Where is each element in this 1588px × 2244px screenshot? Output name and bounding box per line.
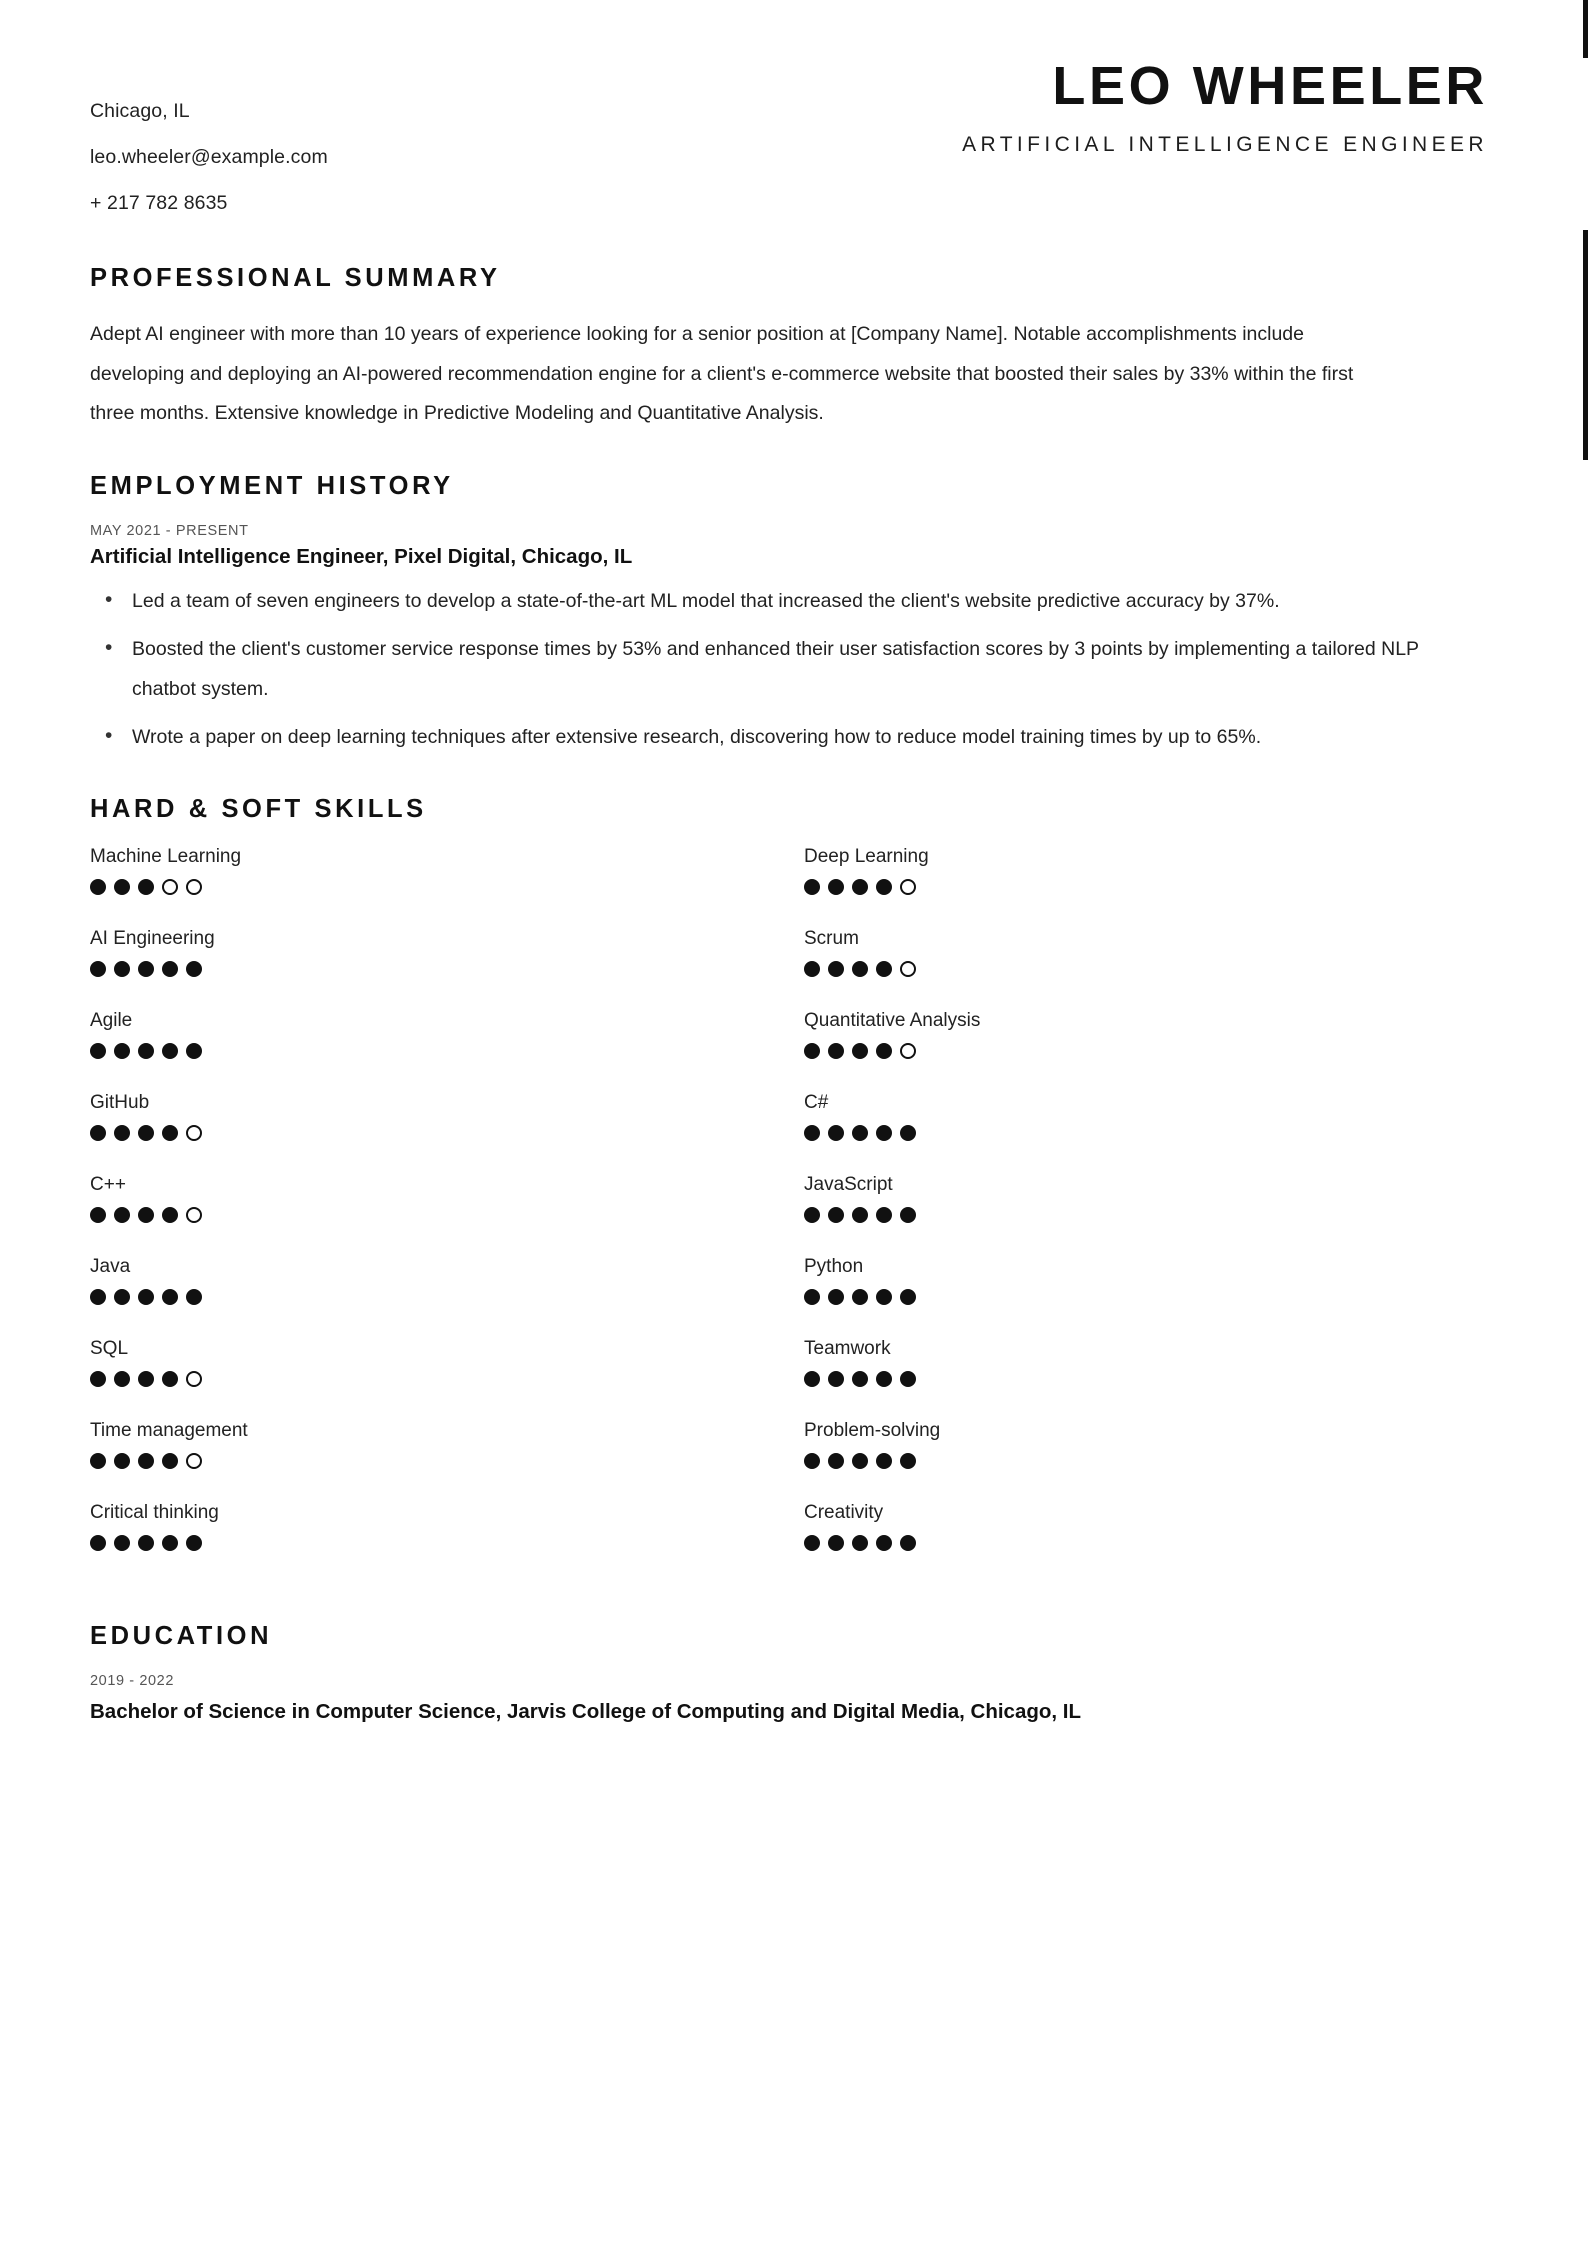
skill-rating: [804, 1453, 1498, 1469]
job-bullet: • Led a team of seven engineers to develop a state-of-the-art ML model that increased the client's website predictive accuracy by 37%.: [132, 581, 1462, 621]
skill-name: Deep Learning: [804, 845, 929, 867]
rating-dot-filled-icon: [828, 1371, 844, 1387]
contact-phone: + 217 782 8635: [90, 192, 228, 214]
skill-name: Java: [90, 1255, 131, 1277]
rating-dot-filled-icon: [828, 1125, 844, 1141]
education-heading: Bachelor of Science in Computer Science, Jarvis College of Computing and Digital Media, Chicago, IL: [90, 1699, 1082, 1723]
job-dates: MAY 2021 - PRESENT: [90, 522, 249, 539]
skill-rating: [804, 1371, 1498, 1387]
skill-rating: [90, 1043, 784, 1059]
section-education: [90, 1622, 1498, 1729]
rating-dot-filled-icon: [876, 879, 892, 895]
skill-name: Time management: [90, 1419, 248, 1441]
rating-dot-empty-icon: [186, 1207, 202, 1223]
skill-rating: [804, 1289, 1498, 1305]
rating-dot-empty-icon: [162, 879, 178, 895]
skill-rating: [90, 1125, 784, 1141]
job-bullet: • Wrote a paper on deep learning techniques after extensive research, discovering how to reduce model training times by up to 65%.: [132, 717, 1462, 757]
skill-item: [804, 928, 1498, 977]
summary-accent-rule: [1583, 230, 1588, 460]
skill-name: SQL: [90, 1337, 129, 1359]
rating-dot-filled-icon: [852, 1371, 868, 1387]
rating-dot-empty-icon: [186, 1125, 202, 1141]
rating-dot-filled-icon: [138, 1535, 154, 1551]
skill-rating: [90, 961, 784, 977]
skill-name: C++: [90, 1173, 126, 1195]
skill-rating: [804, 879, 1498, 895]
rating-dot-empty-icon: [900, 879, 916, 895]
skill-name: JavaScript: [804, 1173, 893, 1195]
rating-dot-filled-icon: [90, 879, 106, 895]
education-dates: 2019 - 2022: [90, 1672, 174, 1689]
rating-dot-filled-icon: [900, 1535, 916, 1551]
skill-name: GitHub: [90, 1091, 150, 1113]
rating-dot-filled-icon: [876, 1535, 892, 1551]
skill-rating: [90, 1371, 784, 1387]
skill-rating: [804, 1125, 1498, 1141]
rating-dot-empty-icon: [900, 1043, 916, 1059]
rating-dot-filled-icon: [852, 879, 868, 895]
skill-rating: [804, 1207, 1498, 1223]
rating-dot-filled-icon: [138, 1371, 154, 1387]
skill-rating: [90, 1289, 784, 1305]
rating-dot-filled-icon: [876, 1207, 892, 1223]
rating-dot-filled-icon: [900, 1453, 916, 1469]
rating-dot-filled-icon: [804, 1289, 820, 1305]
rating-dot-filled-icon: [114, 1207, 130, 1223]
rating-dot-filled-icon: [852, 961, 868, 977]
rating-dot-filled-icon: [90, 1125, 106, 1141]
rating-dot-filled-icon: [852, 1535, 868, 1551]
rating-dot-filled-icon: [114, 879, 130, 895]
rating-dot-filled-icon: [852, 1289, 868, 1305]
skill-item: [90, 1174, 784, 1223]
skill-rating: [90, 1453, 784, 1469]
skill-name: Critical thinking: [90, 1501, 219, 1523]
rating-dot-filled-icon: [186, 1535, 202, 1551]
rating-dot-filled-icon: [138, 879, 154, 895]
rating-dot-filled-icon: [114, 1453, 130, 1469]
rating-dot-filled-icon: [114, 1125, 130, 1141]
skill-name: C#: [804, 1091, 829, 1113]
rating-dot-filled-icon: [90, 1535, 106, 1551]
rating-dot-filled-icon: [162, 1371, 178, 1387]
rating-dot-filled-icon: [114, 1535, 130, 1551]
job-bullet: • Boosted the client's customer service response times by 53% and enhanced their user satisfaction scores by 3 points by implementing a tailored NLP chatbot system.: [132, 629, 1462, 709]
rating-dot-empty-icon: [186, 879, 202, 895]
skill-item: [90, 928, 784, 977]
section-professional-summary: [90, 264, 1498, 434]
rating-dot-filled-icon: [162, 1207, 178, 1223]
skill-item: [804, 1338, 1498, 1387]
skill-item: [90, 1092, 784, 1141]
skill-item: [804, 1092, 1498, 1141]
skill-name: AI Engineering: [90, 927, 215, 949]
rating-dot-filled-icon: [138, 1125, 154, 1141]
rating-dot-filled-icon: [900, 1125, 916, 1141]
rating-dot-filled-icon: [852, 1453, 868, 1469]
skill-item: [90, 1502, 784, 1551]
rating-dot-filled-icon: [138, 961, 154, 977]
rating-dot-filled-icon: [828, 1043, 844, 1059]
rating-dot-filled-icon: [138, 1043, 154, 1059]
rating-dot-filled-icon: [138, 1207, 154, 1223]
rating-dot-filled-icon: [162, 1043, 178, 1059]
rating-dot-filled-icon: [828, 1535, 844, 1551]
rating-dot-filled-icon: [804, 961, 820, 977]
skill-item: [90, 1420, 784, 1469]
rating-dot-filled-icon: [90, 1453, 106, 1469]
rating-dot-filled-icon: [114, 1043, 130, 1059]
rating-dot-filled-icon: [90, 961, 106, 977]
skill-item: [804, 1420, 1498, 1469]
contact-email: leo.wheeler@example.com: [90, 146, 328, 168]
section-title-summary: PROFESSIONAL SUMMARY: [90, 264, 501, 292]
skill-name: Scrum: [804, 927, 859, 949]
rating-dot-filled-icon: [876, 961, 892, 977]
skill-item: [90, 1338, 784, 1387]
education-entry: [90, 1673, 1498, 1729]
rating-dot-filled-icon: [138, 1289, 154, 1305]
skill-item: [804, 846, 1498, 895]
header-accent-rule: [1583, 0, 1588, 58]
rating-dot-filled-icon: [804, 1043, 820, 1059]
rating-dot-filled-icon: [876, 1043, 892, 1059]
section-title-skills: HARD & SOFT SKILLS: [90, 794, 427, 823]
rating-dot-filled-icon: [876, 1125, 892, 1141]
rating-dot-filled-icon: [114, 1371, 130, 1387]
rating-dot-filled-icon: [900, 1207, 916, 1223]
job-heading: Artificial Intelligence Engineer, Pixel Digital, Chicago, IL: [90, 544, 633, 568]
rating-dot-filled-icon: [90, 1207, 106, 1223]
skill-item: [90, 1010, 784, 1059]
skill-name: Quantitative Analysis: [804, 1009, 981, 1031]
rating-dot-filled-icon: [186, 1043, 202, 1059]
skill-name: Machine Learning: [90, 845, 242, 867]
rating-dot-filled-icon: [138, 1453, 154, 1469]
rating-dot-filled-icon: [852, 1125, 868, 1141]
skill-name: Teamwork: [804, 1337, 891, 1359]
rating-dot-filled-icon: [876, 1453, 892, 1469]
skill-item: [804, 1502, 1498, 1551]
rating-dot-filled-icon: [90, 1371, 106, 1387]
job-entry: [90, 523, 1498, 757]
name-block: [738, 58, 1498, 157]
skill-name: Agile: [90, 1009, 133, 1031]
section-skills: [90, 795, 1498, 1584]
resume-header: [90, 0, 1498, 226]
rating-dot-filled-icon: [804, 1535, 820, 1551]
contact-block: [90, 58, 738, 226]
summary-text: Adept AI engineer with more than 10 years of experience looking for a senior position at [Company Name]. Notable accomplishments include developing and deploying an AI-powered recommendation engine for a client's e-commerce website that boosted their sales by 33% within the first three months. Extensive knowledge in Predictive Modeling and Quantitative Analysis.: [90, 323, 1354, 424]
skill-name: Creativity: [804, 1501, 884, 1523]
section-title-education: EDUCATION: [90, 1621, 273, 1650]
skill-rating: [90, 1535, 784, 1551]
rating-dot-filled-icon: [828, 1453, 844, 1469]
skill-name: Problem-solving: [804, 1419, 941, 1441]
rating-dot-empty-icon: [186, 1453, 202, 1469]
rating-dot-filled-icon: [804, 879, 820, 895]
rating-dot-filled-icon: [852, 1043, 868, 1059]
candidate-name: LEO WHEELER: [1052, 56, 1488, 116]
rating-dot-filled-icon: [186, 961, 202, 977]
rating-dot-filled-icon: [186, 1289, 202, 1305]
skill-item: [804, 1010, 1498, 1059]
rating-dot-filled-icon: [804, 1125, 820, 1141]
skill-rating: [804, 1535, 1498, 1551]
rating-dot-filled-icon: [114, 961, 130, 977]
skill-rating: [90, 879, 784, 895]
candidate-job-title: ARTIFICIAL INTELLIGENCE ENGINEER: [962, 132, 1488, 156]
rating-dot-filled-icon: [804, 1453, 820, 1469]
rating-dot-filled-icon: [828, 961, 844, 977]
rating-dot-filled-icon: [162, 1125, 178, 1141]
rating-dot-filled-icon: [876, 1289, 892, 1305]
rating-dot-filled-icon: [804, 1371, 820, 1387]
rating-dot-filled-icon: [900, 1289, 916, 1305]
skill-item: [804, 1256, 1498, 1305]
rating-dot-filled-icon: [876, 1371, 892, 1387]
skill-item: [90, 1256, 784, 1305]
skill-rating: [804, 961, 1498, 977]
rating-dot-filled-icon: [804, 1207, 820, 1223]
rating-dot-filled-icon: [162, 961, 178, 977]
section-title-employment: EMPLOYMENT HISTORY: [90, 471, 454, 500]
rating-dot-filled-icon: [90, 1289, 106, 1305]
rating-dot-empty-icon: [900, 961, 916, 977]
rating-dot-filled-icon: [90, 1043, 106, 1059]
skill-rating: [804, 1043, 1498, 1059]
section-employment-history: [90, 472, 1498, 757]
job-bullet-list: [90, 581, 1498, 757]
rating-dot-empty-icon: [186, 1371, 202, 1387]
skills-grid: [90, 846, 1498, 1584]
rating-dot-filled-icon: [900, 1371, 916, 1387]
skill-rating: [90, 1207, 784, 1223]
rating-dot-filled-icon: [828, 1289, 844, 1305]
skill-name: Python: [804, 1255, 864, 1277]
rating-dot-filled-icon: [162, 1289, 178, 1305]
skill-item: [804, 1174, 1498, 1223]
rating-dot-filled-icon: [852, 1207, 868, 1223]
skill-item: [90, 846, 784, 895]
rating-dot-filled-icon: [114, 1289, 130, 1305]
rating-dot-filled-icon: [162, 1453, 178, 1469]
rating-dot-filled-icon: [828, 879, 844, 895]
contact-location: Chicago, IL: [90, 100, 190, 122]
rating-dot-filled-icon: [162, 1535, 178, 1551]
rating-dot-filled-icon: [828, 1207, 844, 1223]
